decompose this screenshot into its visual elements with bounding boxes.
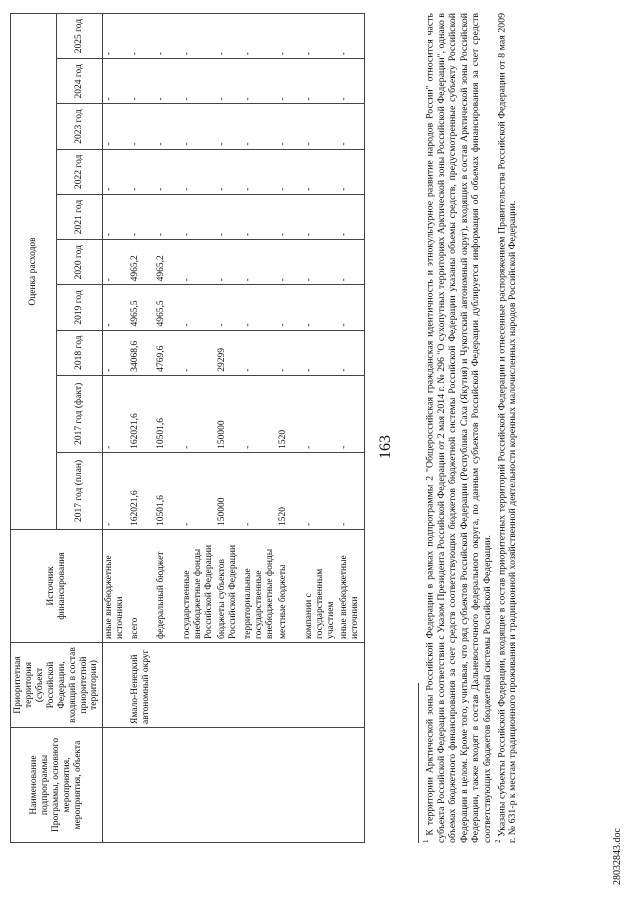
table-row	[103, 14, 130, 843]
cell-value: -	[242, 375, 277, 452]
cell-name	[181, 728, 216, 843]
cell-value: 4965,2	[155, 240, 181, 285]
cell-value: -	[303, 194, 338, 239]
cell-territory	[103, 643, 130, 728]
cell-value: -	[103, 375, 130, 452]
cell-value: -	[303, 59, 338, 104]
cell-name	[103, 728, 130, 843]
cell-value: -	[277, 14, 303, 59]
doc-filename: 28032843.doc	[612, 828, 623, 885]
cell-value: -	[303, 452, 338, 529]
cell-value: -	[216, 149, 242, 194]
cell-name	[277, 728, 303, 843]
cell-value: 150000	[216, 452, 242, 529]
table-row	[155, 14, 181, 843]
cell-value: -	[242, 194, 277, 239]
cell-value: -	[181, 149, 216, 194]
cell-value: 162021,6	[129, 452, 155, 529]
cell-source: иные внебюджетные источники	[338, 530, 365, 643]
cell-value: 4965,5	[129, 285, 155, 330]
cell-value: -	[277, 149, 303, 194]
cell-value: -	[216, 14, 242, 59]
cell-value: -	[277, 240, 303, 285]
table-row	[181, 14, 216, 843]
cell-value: -	[103, 149, 130, 194]
cell-source: бюджеты субъектов Российской Федерации	[216, 530, 242, 643]
cell-value: -	[277, 194, 303, 239]
cell-value: 150000	[216, 375, 242, 452]
cell-value: -	[303, 14, 338, 59]
cell-territory	[242, 643, 277, 728]
cell-value: -	[129, 59, 155, 104]
cell-source: территориальные государственные внебюджетные фонды	[242, 530, 277, 643]
cell-value: -	[242, 14, 277, 59]
cell-value: -	[338, 240, 365, 285]
cell-source: иные внебюджетные источники	[103, 530, 130, 643]
cell-value: -	[181, 452, 216, 529]
footnote-2-mark: 2	[493, 839, 502, 843]
cell-value: -	[242, 104, 277, 149]
cell-value: -	[103, 14, 130, 59]
header-year-2: 2018 год	[57, 330, 103, 375]
header-source: Источник финансирования	[11, 530, 103, 643]
cell-value: -	[181, 240, 216, 285]
cell-value: -	[242, 330, 277, 375]
table-row	[129, 14, 155, 843]
header-year-6: 2022 год	[57, 149, 103, 194]
cell-name	[338, 728, 365, 843]
cell-value: -	[103, 285, 130, 330]
cell-value: -	[242, 452, 277, 529]
cell-name	[129, 728, 155, 843]
cell-value: -	[155, 104, 181, 149]
cell-name	[155, 728, 181, 843]
cell-value: -	[103, 240, 130, 285]
cell-value: -	[303, 330, 338, 375]
header-year-1: 2017 год (факт)	[57, 375, 103, 452]
cell-name	[303, 728, 338, 843]
cell-source: всего	[129, 530, 155, 643]
cell-value: 1520	[277, 452, 303, 529]
cell-value: -	[181, 375, 216, 452]
header-territory: Приоритетная территория (субъект Российской Федерации, входящий в состав приоритетной территории)	[11, 643, 103, 728]
cell-value: -	[129, 14, 155, 59]
cell-value: -	[338, 285, 365, 330]
footnote-2	[494, 13, 519, 843]
header-year-3: 2019 год	[57, 285, 103, 330]
cell-name	[242, 728, 277, 843]
cell-value: 1520	[277, 375, 303, 452]
cell-value: -	[338, 104, 365, 149]
cell-value: -	[129, 194, 155, 239]
table-row	[216, 14, 242, 843]
cell-value: -	[216, 104, 242, 149]
cell-value: -	[155, 14, 181, 59]
cell-value: -	[303, 285, 338, 330]
cell-value: -	[181, 194, 216, 239]
cell-value: 4965,5	[155, 285, 181, 330]
cell-value: -	[216, 194, 242, 239]
cell-value: -	[338, 14, 365, 59]
header-estimate: Оценка расходов	[11, 14, 57, 530]
table-row	[242, 14, 277, 843]
cell-territory	[181, 643, 216, 728]
cell-source: федеральный бюджет	[155, 530, 181, 643]
cell-value: -	[129, 149, 155, 194]
header-year-8: 2024 год	[57, 59, 103, 104]
cell-territory	[155, 643, 181, 728]
cell-value: -	[103, 59, 130, 104]
footnote-1	[422, 13, 494, 843]
cell-value: -	[155, 194, 181, 239]
table-row	[338, 14, 365, 843]
cell-value: -	[242, 149, 277, 194]
cell-value: -	[242, 240, 277, 285]
cell-value: -	[181, 330, 216, 375]
cell-value: -	[277, 285, 303, 330]
header-year-5: 2021 год	[57, 194, 103, 239]
cell-value: -	[129, 104, 155, 149]
cell-value: -	[181, 59, 216, 104]
header-year-7: 2023 год	[57, 104, 103, 149]
cell-value: -	[103, 194, 130, 239]
cell-source: компании с государственным участием	[303, 530, 338, 643]
table-row	[277, 14, 303, 843]
cell-value: 162021,6	[129, 375, 155, 452]
cell-value: -	[277, 104, 303, 149]
cell-value: -	[303, 149, 338, 194]
cell-value: -	[303, 240, 338, 285]
cell-territory	[303, 643, 338, 728]
cell-name	[216, 728, 242, 843]
cell-value: -	[338, 59, 365, 104]
cell-value: -	[155, 149, 181, 194]
cell-value: 4965,2	[129, 240, 155, 285]
cell-value: 10501,6	[155, 452, 181, 529]
cell-territory	[277, 643, 303, 728]
cell-territory	[216, 643, 242, 728]
cell-value: -	[242, 285, 277, 330]
cell-value: -	[216, 285, 242, 330]
cell-value: -	[338, 452, 365, 529]
cell-value: -	[181, 285, 216, 330]
cell-value: -	[338, 149, 365, 194]
page-number: 163	[377, 435, 394, 459]
cell-value: -	[338, 194, 365, 239]
cell-value: -	[303, 104, 338, 149]
cell-territory: Ямало-Ненецкий автономный округ	[129, 643, 155, 728]
cell-value: 34068,6	[129, 330, 155, 375]
cell-value: -	[181, 104, 216, 149]
header-year-4: 2020 год	[57, 240, 103, 285]
footnote-2-text: Указаны субъекты Российской Федерации, входящие в состав приоритетных территорий Российской Федерации и отнесенные распоряжением Правительства Российской Федерации от 8 мая 2009 г. № 631-р к местам традиционного проживания и традиционной хозяйственной деятельности коренных малочисленных народов Российской Федерации.	[495, 13, 519, 843]
cell-value: -	[216, 240, 242, 285]
cell-value: -	[303, 375, 338, 452]
table-row	[303, 14, 338, 843]
header-name: Наименование подпрограммы Программы, основного мероприятия, мероприятия, объекта	[11, 728, 103, 843]
cell-value: -	[242, 59, 277, 104]
cell-value: -	[181, 14, 216, 59]
cell-value: -	[155, 59, 181, 104]
financing-table	[10, 13, 365, 843]
cell-value: 29299	[216, 330, 242, 375]
cell-value: -	[103, 452, 130, 529]
cell-value: -	[277, 330, 303, 375]
cell-value: 10501,6	[155, 375, 181, 452]
cell-value: -	[338, 375, 365, 452]
cell-value: -	[277, 59, 303, 104]
cell-source: государственные внебюджетные фонды Российской Федерации	[181, 530, 216, 643]
footnote-1-text: К территории Арктической зоны Российской Федерации в рамках подпрограммы 2 "Общероссийская гражданская идентичность и этнокультурное развитие народов России" относится часть субъекта Российской Федерации в соответствии с Указом Президента Российской Федерации от 2 мая 2014 г. № 296 "О сухопутных территориях Арктической зоны Российской Федерации", однако в объемах бюджетного финансирования за счет средств соответствующих бюджетов бюджетной системы Российской Федерации указаны объемы средств, предусмотренные субъекту Российской Федерации в целом. Кроме того, учитывая, что ряд субъектов Российской Федерации (Республика Саха (Якутия) и Чукотский автономный округ), входящих в состав Арктической зоны Российской Федерации, также входят в состав Дальневосточного федерального округа, по данным субъектов Российской Федерации дублируется информация об объемах финансирования за счет средств соответствующих бюджетов бюджетной системы Российской Федерации.	[424, 13, 493, 843]
cell-territory	[338, 643, 365, 728]
header-year-9: 2025 год	[57, 14, 103, 59]
header-year-0: 2017 год (план)	[57, 452, 103, 529]
cell-value: -	[103, 330, 130, 375]
cell-value: -	[103, 104, 130, 149]
footnote-1-mark: 1	[422, 839, 430, 843]
footnotes	[422, 13, 519, 843]
cell-value: 4769,6	[155, 330, 181, 375]
footnote-rule	[418, 683, 419, 843]
cell-source: местные бюджеты	[277, 530, 303, 643]
cell-value: -	[338, 330, 365, 375]
table-body	[103, 14, 364, 843]
cell-value: -	[216, 59, 242, 104]
